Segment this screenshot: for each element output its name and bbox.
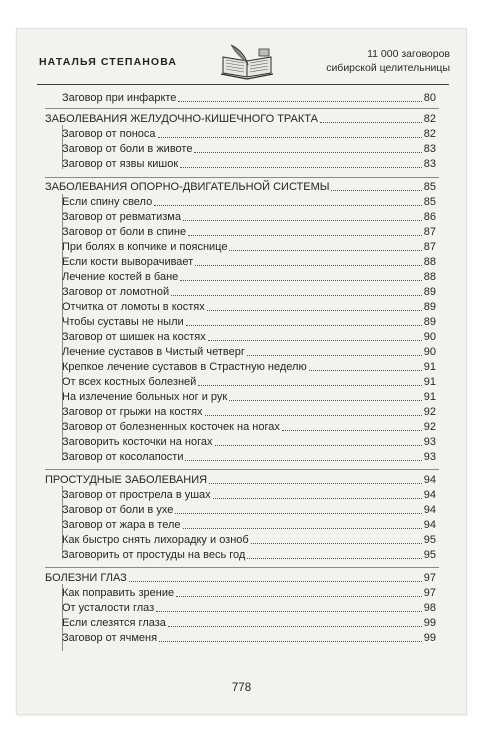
toc-entry-title: Заговор от язвы кишок: [62, 158, 179, 170]
toc-entry: [62, 404, 436, 419]
toc-page-number: 90: [423, 346, 436, 358]
leader-dots: [282, 430, 422, 431]
leader-dots: [247, 558, 421, 559]
toc-entry-title: Заговор от болезненных косточек на ногах: [62, 421, 280, 433]
leader-dots: [205, 415, 422, 416]
toc-entry: [62, 419, 436, 434]
toc-entry-title: Заговор от грыжи на костях: [62, 406, 203, 418]
toc-entry-title: БОЛЕЗНИ ГЛАЗ: [45, 572, 127, 584]
toc-section-entry: [45, 472, 436, 487]
toc-page-number: 80: [423, 92, 436, 104]
toc-page-number: 90: [423, 331, 436, 343]
toc-entry-title: Заговор от боли в спине: [62, 226, 187, 238]
toc-entry: [62, 141, 436, 156]
toc-page-number: 99: [423, 632, 436, 644]
toc-entry: [62, 547, 436, 562]
toc-page-number: 87: [423, 241, 436, 253]
toc-section-entry: [45, 111, 436, 126]
toc-entry-title: Заговор от боли в животе: [62, 143, 193, 155]
toc-entry: [62, 502, 436, 517]
toc-page-number: 97: [423, 572, 436, 584]
toc-entry: [62, 269, 436, 284]
leader-dots: [209, 483, 422, 484]
toc-entry-title: Лечение суставов в Чистый четверг: [62, 346, 245, 358]
toc-page-number: 93: [423, 451, 436, 463]
toc-page-number: 92: [423, 421, 436, 433]
toc-entry: [62, 224, 436, 239]
toc-entry-title: ПРОСТУДНЫЕ ЗАБОЛЕВАНИЯ: [45, 474, 208, 486]
toc-page-number: 88: [423, 271, 436, 283]
leader-dots: [158, 137, 422, 138]
leader-dots: [251, 543, 422, 544]
toc-entry-title: Как поправить зрение: [62, 587, 175, 599]
toc-entry: [62, 126, 436, 141]
toc-entry: [62, 449, 436, 464]
leader-dots: [178, 101, 421, 102]
leader-dots: [180, 280, 421, 281]
leader-dots: [213, 498, 422, 499]
leader-dots: [185, 460, 421, 461]
toc-page-number: 83: [423, 158, 436, 170]
toc-page-number: 82: [423, 113, 436, 125]
toc-page-number: 97: [423, 587, 436, 599]
toc-entry-title: При болях в копчике и пояснице: [62, 241, 228, 253]
leader-dots: [159, 641, 422, 642]
toc-entry-title: ЗАБОЛЕВАНИЯ ОПОРНО-ДВИГАТЕЛЬНОЙ СИСТЕМЫ: [45, 181, 330, 193]
toc-entry-title: Заговор от косолапости: [62, 451, 184, 463]
toc-entry-title: Лечение костей в бане: [62, 271, 179, 283]
toc-entry: [62, 517, 436, 532]
toc-entry: [62, 374, 436, 389]
toc-entry: [62, 600, 436, 615]
toc-page-number: 89: [423, 286, 436, 298]
leader-dots: [195, 265, 422, 266]
toc-entry-title: Заговор от шишек на костях: [62, 331, 206, 343]
toc-entry: [62, 156, 436, 171]
toc-page-number: 94: [423, 474, 436, 486]
toc-page-number: 85: [423, 181, 436, 193]
toc-entry: [62, 630, 436, 645]
leader-dots: [207, 310, 422, 311]
leader-dots: [198, 385, 421, 386]
toc-entry-title: Если спину свело: [62, 196, 153, 208]
toc-page-number: 95: [423, 534, 436, 546]
toc-entry: [62, 389, 436, 404]
toc-page-number: 88: [423, 256, 436, 268]
page-number: 778: [231, 682, 252, 694]
toc-entry: [62, 209, 436, 224]
leader-dots: [229, 400, 422, 401]
leader-dots: [129, 581, 422, 582]
toc-entry-title: Если слезятся глаза: [62, 617, 166, 629]
leader-dots: [194, 152, 421, 153]
toc-page-number: 94: [423, 519, 436, 531]
toc-entry: [62, 344, 436, 359]
leader-dots: [176, 596, 422, 597]
toc-entry: [62, 90, 436, 105]
toc-entry: [62, 434, 436, 449]
toc-entry-title: Заговор от жара в теле: [62, 519, 181, 531]
toc-entry: [62, 239, 436, 254]
leader-dots: [309, 370, 422, 371]
toc-entry-title: Заговор от прострела в ушах: [62, 489, 211, 501]
toc-entry: [62, 487, 436, 502]
toc-entry-title: Заговор при инфаркте: [62, 92, 177, 104]
toc-page-number: 94: [423, 504, 436, 516]
toc-entry-title: Заговорить от простуды на весь год: [62, 549, 246, 561]
toc-entry: [62, 254, 436, 269]
toc-page-number: 86: [423, 211, 436, 223]
toc-entry: [62, 284, 436, 299]
section-divider: [45, 567, 439, 568]
section-divider: [45, 469, 439, 470]
toc-page-number: 87: [423, 226, 436, 238]
toc-entry: [62, 359, 436, 374]
toc-entry: [62, 299, 436, 314]
book-page: [17, 29, 466, 714]
leader-dots: [156, 611, 422, 612]
header-rule: [37, 84, 449, 85]
toc-page-number: 91: [423, 361, 436, 373]
toc-entry: [62, 314, 436, 329]
leader-dots: [215, 445, 422, 446]
toc-page-number: 95: [423, 549, 436, 561]
toc-entry: [62, 329, 436, 344]
toc-entry-title: Заговор от ревматизма: [62, 211, 181, 223]
toc-entry: [62, 532, 436, 547]
toc-page-number: 92: [423, 406, 436, 418]
leader-dots: [171, 295, 422, 296]
toc-entry-title: Заговор от поноса: [62, 128, 156, 140]
toc-section-entry: [45, 570, 436, 585]
toc-entry-title: Чтобы суставы не ныли: [62, 316, 184, 328]
toc-entry-title: Крепкое лечение суставов в Страстную неделю: [62, 361, 307, 373]
toc-page-number: 93: [423, 436, 436, 448]
toc-entry: [62, 194, 436, 209]
section-divider: [45, 108, 439, 109]
toc-entry-title: От всех костных болезней: [62, 376, 197, 388]
leader-dots: [186, 325, 422, 326]
toc-entry: [62, 585, 436, 600]
leader-dots: [320, 122, 422, 123]
toc-entry-title: Заговор от боли в ухе: [62, 504, 174, 516]
toc-entry: [62, 615, 436, 630]
leader-dots: [247, 355, 422, 356]
toc-entry-title: ЗАБОЛЕВАНИЯ ЖЕЛУДОЧНО-КИШЕЧНОГО ТРАКТА: [45, 113, 318, 125]
toc-page-number: 83: [423, 143, 436, 155]
toc-entry-title: Отчитка от ломоты в костях: [62, 301, 205, 313]
leader-dots: [180, 167, 422, 168]
book-title-line-1: 11 000 заговоров: [367, 48, 450, 60]
toc-page-number: 85: [423, 196, 436, 208]
toc-page-number: 89: [423, 301, 436, 313]
toc-page-number: 91: [423, 376, 436, 388]
toc-entry-title: Заговор от ломотной: [62, 286, 170, 298]
toc-entry-title: От усталости глаз: [62, 602, 155, 614]
leader-dots: [175, 513, 421, 514]
leader-dots: [229, 250, 421, 251]
author-name: НАТАЛЬЯ СТЕПАНОВА: [39, 56, 178, 68]
leader-dots: [331, 190, 421, 191]
leader-dots: [188, 235, 422, 236]
book-title: [326, 47, 450, 75]
toc-page-number: 82: [423, 128, 436, 140]
running-header: [17, 29, 466, 89]
toc-page-number: 99: [423, 617, 436, 629]
leader-dots: [208, 340, 422, 341]
toc-entry-title: Заговор от ячменя: [62, 632, 158, 644]
open-book-quill-icon: [217, 43, 277, 83]
leader-dots: [183, 528, 422, 529]
toc-entry-title: На излечение больных ног и рук: [62, 391, 228, 403]
toc-entry-title: Как быстро снять лихорадку и озноб: [62, 534, 249, 546]
toc-section-entry: [45, 179, 436, 194]
toc-page-number: 89: [423, 316, 436, 328]
leader-dots: [154, 205, 422, 206]
leader-dots: [183, 220, 422, 221]
section-divider: [45, 177, 439, 178]
leader-dots: [168, 626, 422, 627]
book-title-line-2: сибирской целительницы: [326, 62, 450, 74]
toc-entry-title: Заговорить косточки на ногах: [62, 436, 213, 448]
toc-entry-title: Если кости выворачивает: [62, 256, 194, 268]
toc-page-number: 98: [423, 602, 436, 614]
toc-page-number: 94: [423, 489, 436, 501]
toc-page-number: 91: [423, 391, 436, 403]
